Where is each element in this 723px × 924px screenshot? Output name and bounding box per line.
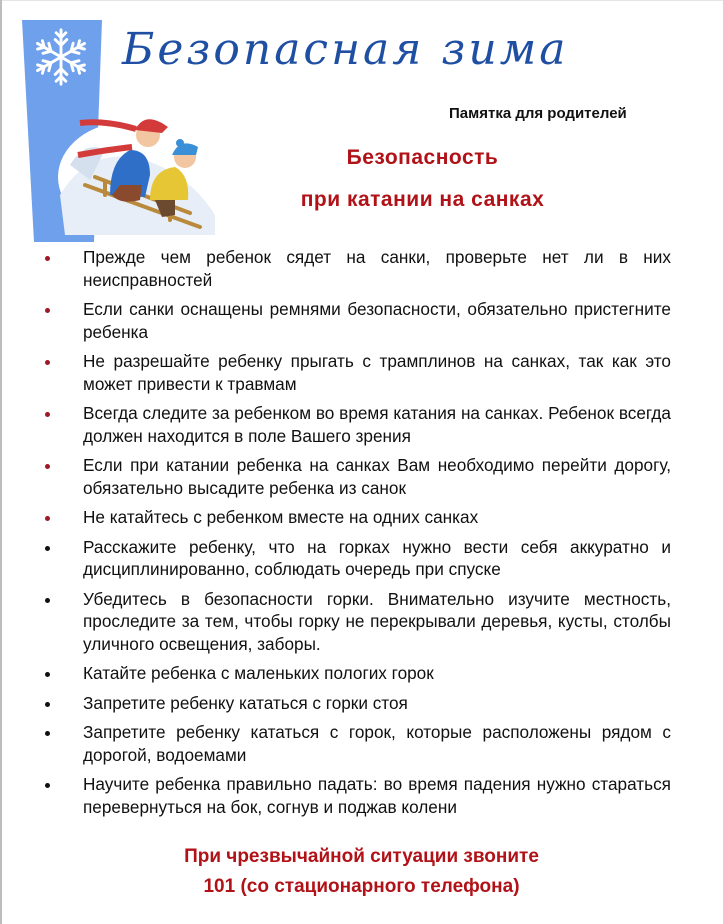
rule-text: Прежде чем ребенок сядет на санки, проверьте нет ли в них неисправностей: [83, 247, 671, 290]
bullet-icon: [45, 308, 50, 313]
bullet-icon: [45, 516, 50, 521]
list-item: [0, 506, 723, 529]
list-item: [0, 350, 723, 395]
list-item: [0, 662, 723, 685]
bullet-icon: [45, 731, 50, 736]
bullet-icon: [45, 256, 50, 261]
safety-rules-list: [0, 246, 723, 825]
bullet-icon: [45, 412, 50, 417]
rule-text: Научите ребенка правильно падать: во время падения нужно стараться перевернуться на бок, согнув и поджав колени: [83, 774, 671, 817]
rule-text: Запретите ребенку кататься с горок, которые расположены рядом с дорогой, водоемами: [83, 722, 671, 765]
list-item: [0, 692, 723, 715]
rule-text: Не разрешайте ребенку прыгать с трамплинов на санках, так как это может привести к травмам: [83, 351, 671, 394]
list-item: [0, 298, 723, 343]
list-item: [0, 773, 723, 818]
rule-text: Расскажите ребенку, что на горках нужно вести себя аккуратно и дисциплинированно, соблюдать очередь при спуске: [83, 536, 671, 579]
rule-text: Запретите ребенку кататься с горки стоя: [83, 692, 408, 713]
list-item: [0, 402, 723, 447]
emergency-notice-line-2: 101 (со стационарного телефона): [203, 876, 520, 897]
bullet-icon: [45, 783, 50, 788]
section-heading-line-2: при катании на санках: [300, 188, 545, 211]
rule-text: Убедитесь в безопасности горки. Внимательно изучите местность, проследите за тем, чтобы горку не перекрывали деревья, кусты, столбы уличного освещения, заборы.: [83, 588, 671, 654]
bullet-icon: [45, 672, 50, 677]
children-sledding-illustration: [50, 105, 225, 235]
rule-text: Если при катании ребенка на санках Вам необходимо перейти дорогу, обязательно высадите ребенка из санок: [83, 455, 671, 498]
list-item: [0, 454, 723, 499]
bullet-icon: [45, 360, 50, 365]
rule-text: Всегда следите за ребенком во время катания на санках. Ребенок всегда должен находится в поле Вашего зрения: [83, 403, 671, 446]
poster-subtitle: Памятка для родителей: [449, 105, 627, 122]
bullet-icon: [45, 546, 50, 551]
list-item: [0, 246, 723, 291]
section-heading-line-1: Безопасность: [346, 146, 499, 169]
list-item: [0, 588, 723, 656]
bullet-icon: [45, 702, 50, 707]
bullet-icon: [45, 598, 50, 603]
bullet-icon: [45, 464, 50, 469]
emergency-notice-line-1: При чрезвычайной ситуации звоните: [184, 846, 539, 867]
list-item: [0, 721, 723, 766]
poster-title: Безопасная зима: [122, 24, 569, 75]
rule-text: Если санки оснащены ремнями безопасности, обязательно пристегните ребенка: [83, 299, 671, 342]
rule-text: Катайте ребенка с маленьких пологих горок: [83, 663, 434, 683]
list-item: [0, 536, 723, 581]
page-top-border: [0, 0, 723, 1]
snowflake-icon: [30, 26, 92, 88]
rule-text: Не катайтесь с ребенком вместе на одних санках: [83, 507, 479, 527]
